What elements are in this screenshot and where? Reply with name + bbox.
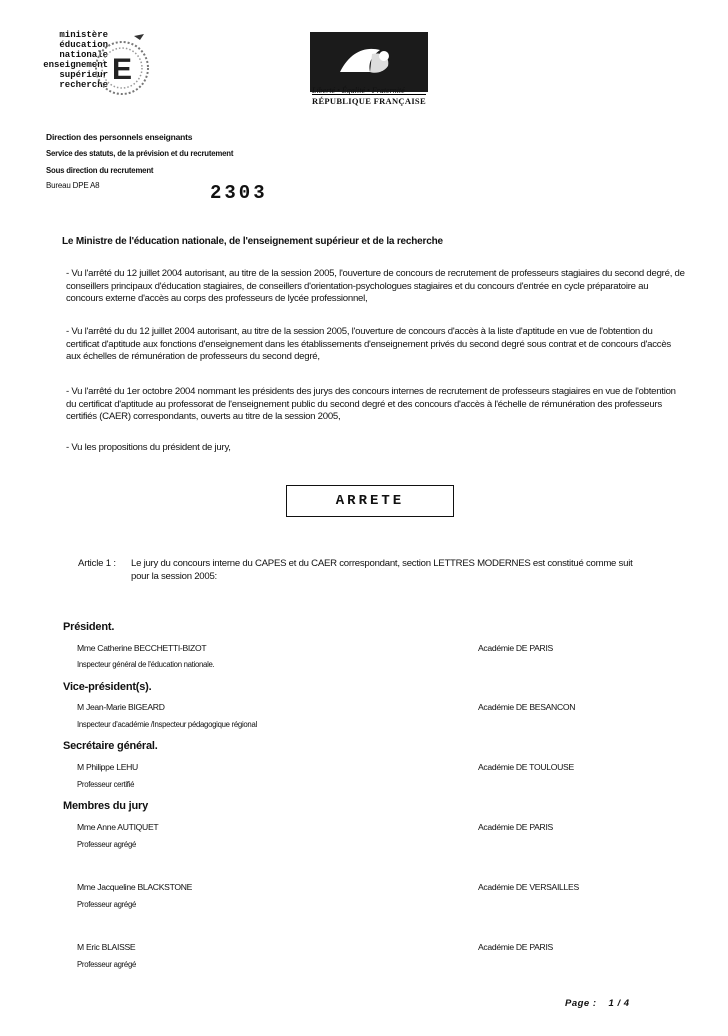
page-indicator: [565, 998, 630, 1009]
member-name: Mme Jacqueline BLACKSTONE: [77, 882, 193, 892]
member-title: Professeur agrégé: [77, 960, 137, 969]
member-name: Mme Catherine BECCHETTI-BIZOT: [77, 643, 207, 653]
republic-motto: Liberté • Égalité • Fraternité: [312, 86, 405, 95]
logo-line: recherche: [59, 80, 108, 90]
member-academie: Académie DE TOULOUSE: [478, 762, 574, 772]
member-name: M Jean-Marie BIGEARD: [77, 702, 165, 712]
member-name: M Eric BLAISSE: [77, 942, 136, 952]
logo-line: enseignement: [43, 60, 108, 70]
member-name: M Philippe LEHU: [77, 762, 138, 772]
logo-line: supérieur: [59, 70, 108, 80]
logo-line: éducation: [59, 40, 108, 50]
ministry-emblem-icon: [90, 32, 154, 100]
ministry-logo: [28, 20, 138, 120]
logo-line: nationale: [59, 50, 108, 60]
member-academie: Académie DE VERSAILLES: [478, 882, 579, 892]
republic-name: RÉPUBLIQUE FRANÇAISE: [312, 96, 426, 106]
logo-line: ministère: [59, 30, 108, 40]
member-name: Mme Anne AUTIQUET: [77, 822, 159, 832]
member-title: Inspecteur d'académie /Inspecteur pédagogique régional: [77, 720, 257, 729]
page-label: Page :: [565, 998, 597, 1009]
member-title: Professeur agrégé: [77, 840, 137, 849]
section-president: Président.: [63, 621, 115, 633]
member-title: Professeur agrégé: [77, 900, 137, 909]
document-number: 2303: [210, 182, 268, 204]
sous-direction-heading: Sous direction du recrutement: [46, 166, 154, 175]
member-academie: Académie DE BESANCON: [478, 702, 576, 712]
vu-paragraph: - Vu l'arrêté du du 12 juillet 2004 autorisant, au titre de la session 2005, l'ouverture de concours d'accès à la liste d'aptitude en vue de l'obtention du certificat d'aptitude aux fonctions d'enseignement dans les établissements d'enseignement privés du second degré sous contrat et de concours d'accès aux échelles de rémunération de professeurs du second degré,: [66, 326, 671, 363]
emblem-letter: E: [111, 53, 133, 86]
section-secretaire: Secrétaire général.: [63, 740, 158, 752]
page-number: 1 / 4: [608, 998, 630, 1009]
member-title: Professeur certifié: [77, 780, 135, 789]
vu-paragraph: - Vu l'arrêté du 1er octobre 2004 nommant les présidents des jurys des concours internes de recrutement de professeurs stagiaires en vue de l'obtention du certificat d'aptitude au professorat de l'enseignement public du second degré et des concours d'accès à l'échelle de rémunération des professeurs certifiés (CAER) correspondants, ouverts au titre de la session 2005,: [66, 386, 676, 423]
marianne-icon: [310, 32, 428, 86]
member-academie: Académie DE PARIS: [478, 822, 553, 832]
member-title: Inspecteur général de l'éducation nationale.: [77, 660, 215, 669]
minister-line: Le Ministre de l'éducation nationale, de l'enseignement supérieur et de la recherche: [62, 236, 443, 247]
article-label: Article 1 :: [78, 558, 116, 569]
arrete-title: ARRETE: [286, 485, 454, 517]
vu-paragraph: - Vu les propositions du président de jury,: [66, 442, 231, 453]
bureau-label: Bureau DPE A8: [46, 181, 100, 190]
member-academie: Académie DE PARIS: [478, 942, 553, 952]
article-text: Le jury du concours interne du CAPES et du CAER correspondant, section LETTRES MODERNES est constitué comme suit pour la session 2005:: [131, 558, 633, 582]
member-academie: Académie DE PARIS: [478, 643, 553, 653]
direction-heading: Direction des personnels enseignants: [46, 132, 193, 142]
section-membres: Membres du jury: [63, 800, 149, 812]
vu-paragraph: - Vu l'arrêté du 12 juillet 2004 autorisant, au titre de la session 2005, l'ouverture de concours de recrutement de professeurs stagiaires du second degré, de conseillers principaux d'éducation stagiaires, de conseillers d'orientation-psychologues stagiaires et du concours d'entrée en cycle préparatoire au concours externe d'accès au corps des professeurs de lycée professionnel,: [66, 268, 685, 305]
section-vice-president: Vice-président(s).: [63, 681, 152, 693]
service-heading: Service des statuts, de la prévision et du recrutement: [46, 149, 234, 158]
marianne-logo: [310, 32, 428, 92]
